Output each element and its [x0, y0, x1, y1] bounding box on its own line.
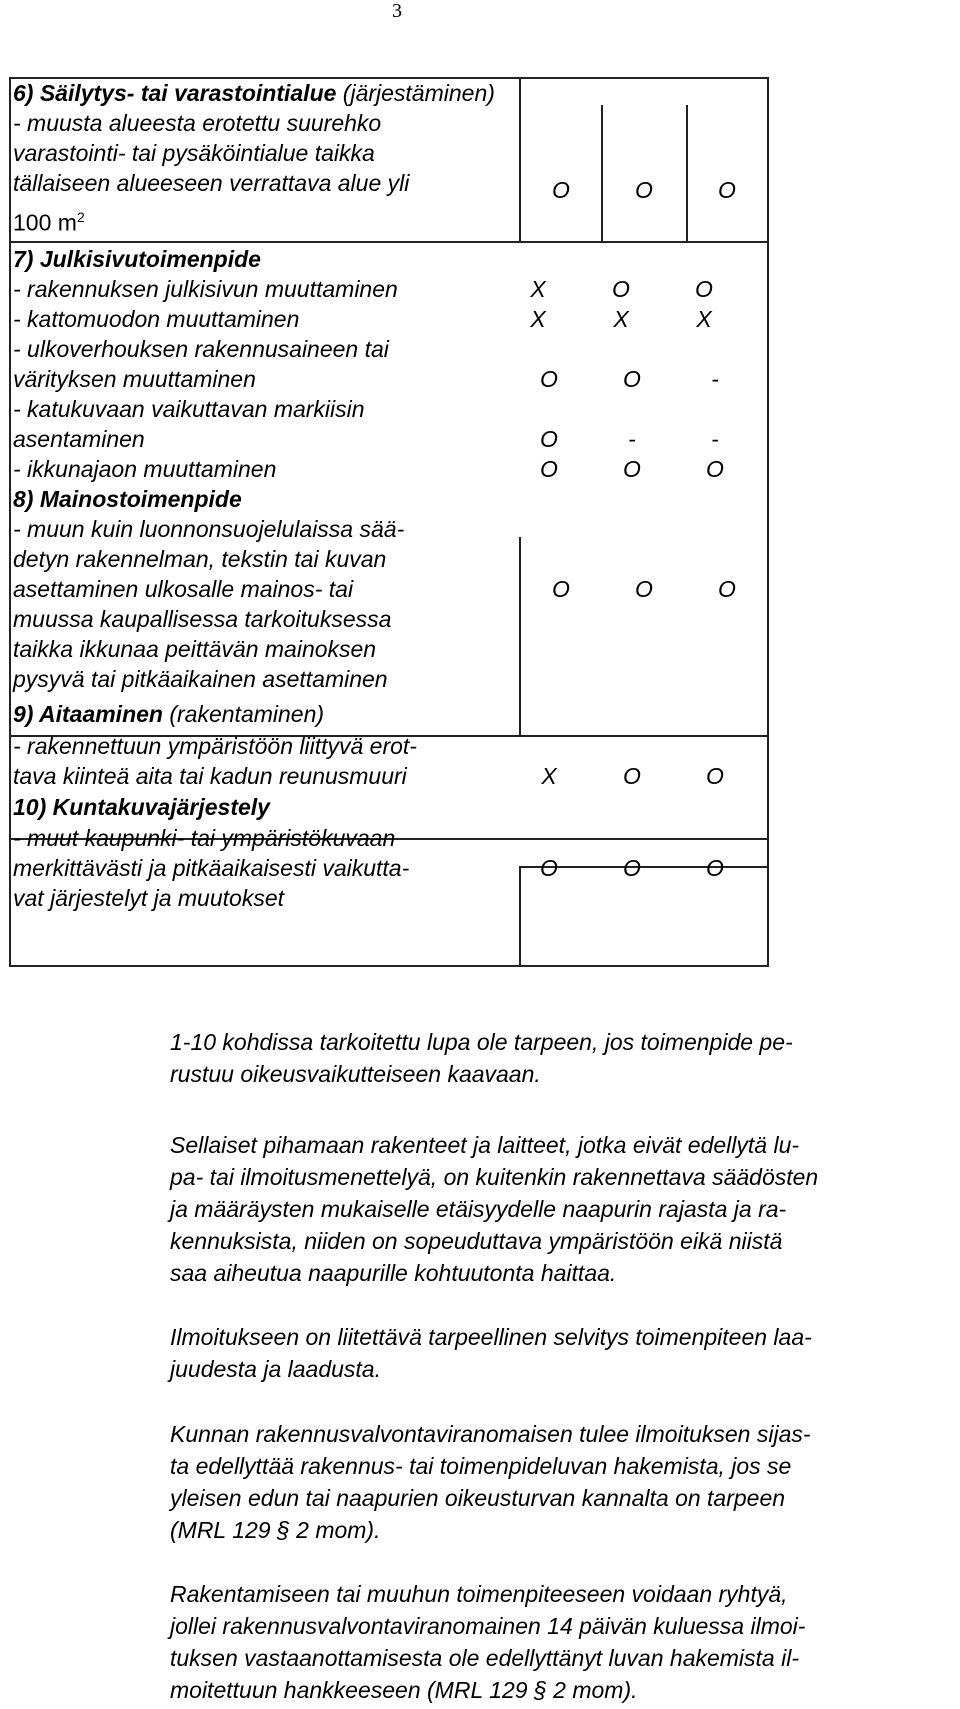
table-rule: [767, 77, 769, 966]
section-7-mark: O: [540, 366, 558, 392]
section-7-mark: X: [530, 306, 546, 332]
section-6-line: - muusta alueesta erotettu suurehko: [13, 110, 382, 136]
section-6-header: 6) Säilytys- tai varastointialue (järjestäminen): [13, 80, 495, 106]
section-8-line: pysyvä tai pitkäaikainen asettaminen: [13, 666, 388, 692]
section-7-mark: O: [540, 456, 558, 482]
section-10-mark: O: [706, 855, 724, 881]
section-7-mark: O: [540, 426, 558, 452]
section-7-mark: -: [711, 426, 719, 452]
table-rule: [601, 105, 603, 241]
section-7-mark: O: [623, 456, 641, 482]
permit-table: [9, 77, 769, 966]
section-6-mark: O: [718, 177, 736, 203]
section-9-line: - rakennettuun ympäristöön liittyvä erot-: [13, 733, 417, 759]
section-10-line: vat järjestelyt ja muutokset: [13, 885, 285, 911]
paragraph-lupa: 1-10 kohdissa tarkoitettu lupa ole tarpeen, jos toimenpide pe- rustuu oikeusvaikutteiseen kaavaan.: [170, 1029, 793, 1087]
section-8-line: muussa kaupallisessa tarkoituksessa: [13, 606, 392, 632]
section-10-line: merkittävästi ja pitkäaikaisesti vaikutta-: [13, 855, 410, 881]
table-rule: [686, 105, 688, 241]
page-number: 3: [392, 0, 402, 22]
section-8-mark: O: [552, 576, 570, 602]
section-9-mark: O: [706, 763, 724, 789]
section-10-header: 10) Kuntakuvajärjestely: [13, 794, 270, 820]
section-7-header: 7) Julkisivutoimenpide: [13, 246, 261, 272]
section-7-mark: O: [623, 366, 641, 392]
section-7-mark: O: [695, 276, 713, 302]
section-7-mark: O: [706, 456, 724, 482]
section-6-mark: O: [552, 177, 570, 203]
paragraph-lupavaatimus: Kunnan rakennusvalvontaviranomaisen tulee ilmoituksen sijas- ta edellyttää rakennus- tai toimenpideluvan hakemista, jos se yleisen edun tai naapurien oikeusturvan kannalta on tarpeen (MRL 129 § 2 mom).: [170, 1421, 811, 1543]
section-10-mark: O: [540, 855, 558, 881]
section-7-row-text: asentaminen: [13, 426, 145, 452]
section-8-line: asettaminen ulkosalle mainos- tai: [13, 576, 354, 602]
section-8-mark: O: [718, 576, 736, 602]
table-rule: [519, 77, 521, 241]
paragraph-rakentaminen: Rakentamiseen tai muuhun toimenpiteeseen voidaan ryhtyä, jollei rakennusvalvontaviranomainen 14 päivän kuluessa ilmoi- tuksen vastaanottamisesta ole edellyttänyt luvan hakemista il- moitettuun hankkeeseen (MRL 129 § 2 mom).: [170, 1581, 806, 1703]
section-8-header: 8) Mainostoimenpide: [13, 486, 242, 512]
section-7-row-text: - ikkunajaon muuttaminen: [13, 456, 277, 482]
section-7-mark: -: [711, 366, 719, 392]
section-8-line: - muun kuin luonnonsuojelulaissa sää-: [13, 516, 405, 542]
section-6-line: tällaiseen alueeseen verrattava alue yli: [13, 170, 410, 196]
section-8-mark: O: [635, 576, 653, 602]
section-6-area: 100 $m^2$: [13, 209, 85, 236]
table-rule: [519, 537, 521, 735]
section-7-row-text: - ulkoverhouksen rakennusaineen tai: [13, 336, 389, 362]
section-7-mark: O: [612, 276, 630, 302]
section-7-row-text: värityksen muuttaminen: [13, 366, 256, 392]
section-9-header: 9) Aitaaminen (rakentaminen): [13, 701, 325, 727]
section-7-mark: X: [613, 306, 629, 332]
section-6-line: varastointi- tai pysäköintialue taikka: [13, 140, 375, 166]
section-9-mark: X: [541, 763, 557, 789]
section-7-row-text: - rakennuksen julkisivun muuttaminen: [13, 276, 398, 302]
table-rule: [9, 965, 769, 967]
table-rule: [9, 77, 11, 966]
section-8-line: taikka ikkunaa peittävän mainoksen: [13, 636, 377, 662]
section-8-line: detyn rakennelman, tekstin tai kuvan: [13, 546, 387, 572]
section-6-mark: O: [635, 177, 653, 203]
section-7-row-text: - katukuvaan vaikuttavan markiisin: [13, 396, 365, 422]
section-7-row-text: - kattomuodon muuttaminen: [13, 306, 300, 332]
section-7-mark: X: [696, 306, 712, 332]
paragraph-selvitys: Ilmoitukseen on liitettävä tarpeellinen selvitys toimenpiteen laa- juudesta ja laadusta.: [170, 1324, 812, 1382]
section-10-mark: O: [623, 855, 641, 881]
section-9-mark: O: [623, 763, 641, 789]
paragraph-pihamaa: Sellaiset pihamaan rakenteet ja laitteet, jotka eivät edellytä lu- pa- tai ilmoitusmenettelyä, on kuitenkin rakennettava säädösten ja määräysten mukaiselle etäisyydelle naapurin rajasta ja ra- kennuksista, niiden on sopeuduttava ympäristöön eikä niistä saa aiheutua naapurille kohtuutonta haittaa.: [170, 1132, 819, 1286]
section-10-line: - muut kaupunki- tai ympäristökuvaan: [13, 825, 396, 851]
section-7-mark: -: [628, 426, 636, 452]
section-7-mark: X: [530, 276, 546, 302]
section-9-line: tava kiinteä aita tai kadun reunusmuuri: [13, 763, 407, 789]
